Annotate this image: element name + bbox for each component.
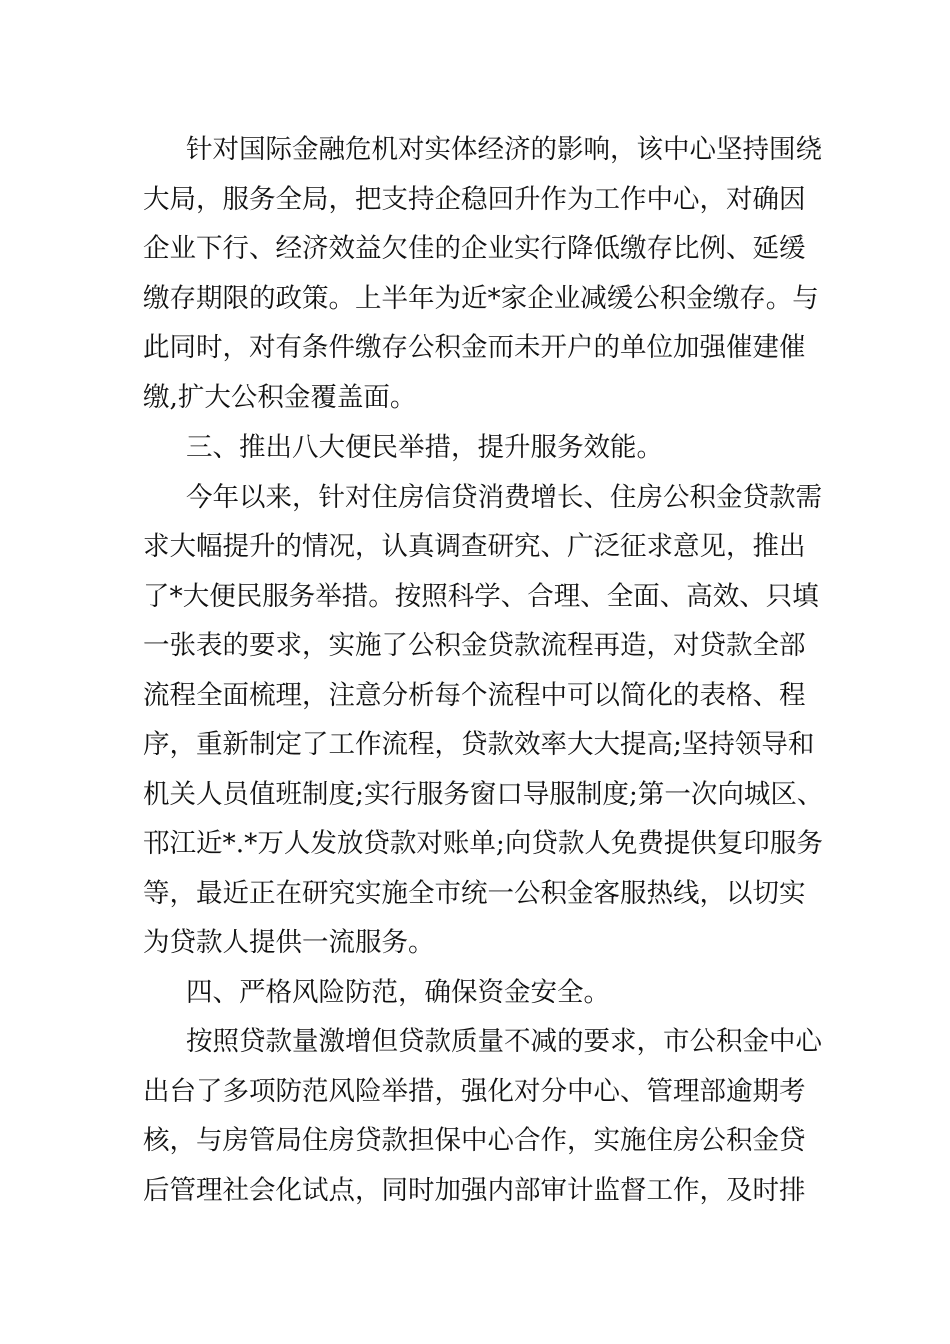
paragraph-line-15: 邗江近*.*万人发放贷款对账单;向贷款人免费提供复印服务 — [143, 828, 823, 859]
paragraph-line-16: 等，最近正在研究实施全市统一公积金客服热线，以切实 — [143, 878, 806, 909]
paragraph-line-11: 一张表的要求，实施了公积金贷款流程再造，对贷款全部 — [143, 630, 806, 661]
paragraph-line-21: 核，与房管局住房贷款担保中心合作，实施住房公积金贷 — [143, 1125, 806, 1156]
paragraph-line-4: 缴存期限的政策。上半年为近*家企业减缓公积金缴存。与 — [143, 283, 819, 314]
paragraph-line-5: 此同时，对有条件缴存公积金而未开户的单位加强催建催 — [143, 332, 806, 363]
paragraph-line-20: 出台了多项防范风险举措，强化对分中心、管理部逾期考 — [143, 1076, 806, 1107]
paragraph-line-9: 求大幅提升的情况，认真调查研究、广泛征求意见，推出 — [143, 531, 806, 562]
paragraph-line-6: 缴,扩大公积金覆盖面。 — [143, 382, 417, 413]
paragraph-line-8: 今年以来，针对住房信贷消费增长、住房公积金贷款需 — [186, 482, 822, 513]
section-heading-3: 三、推出八大便民举措，提升服务效能。 — [186, 432, 663, 463]
paragraph-line-3: 企业下行、经济效益欠佳的企业实行降低缴存比例、延缓 — [143, 233, 806, 264]
paragraph-line-14: 机关人员值班制度;实行服务窗口导服制度;第一次向城区、 — [143, 779, 824, 810]
paragraph-line-13: 序，重新制定了工作流程，贷款效率大大提高;坚持领导和 — [143, 729, 815, 760]
paragraph-line-2: 大局，服务全局，把支持企稳回升作为工作中心，对确因 — [143, 184, 806, 215]
paragraph-line-17: 为贷款人提供一流服务。 — [143, 927, 435, 958]
paragraph-line-1: 针对国际金融危机对实体经济的影响，该中心坚持围绕 — [186, 134, 822, 165]
section-heading-4: 四、严格风险防范，确保资金安全。 — [186, 977, 610, 1008]
paragraph-line-10: 了*大便民服务举措。按照科学、合理、全面、高效、只填 — [143, 581, 819, 612]
paragraph-line-19: 按照贷款量激增但贷款质量不减的要求，市公积金中心 — [186, 1026, 822, 1057]
paragraph-line-22: 后管理社会化试点，同时加强内部审计监督工作，及时排 — [143, 1175, 806, 1206]
paragraph-line-12: 流程全面梳理，注意分析每个流程中可以简化的表格、程 — [143, 680, 806, 711]
